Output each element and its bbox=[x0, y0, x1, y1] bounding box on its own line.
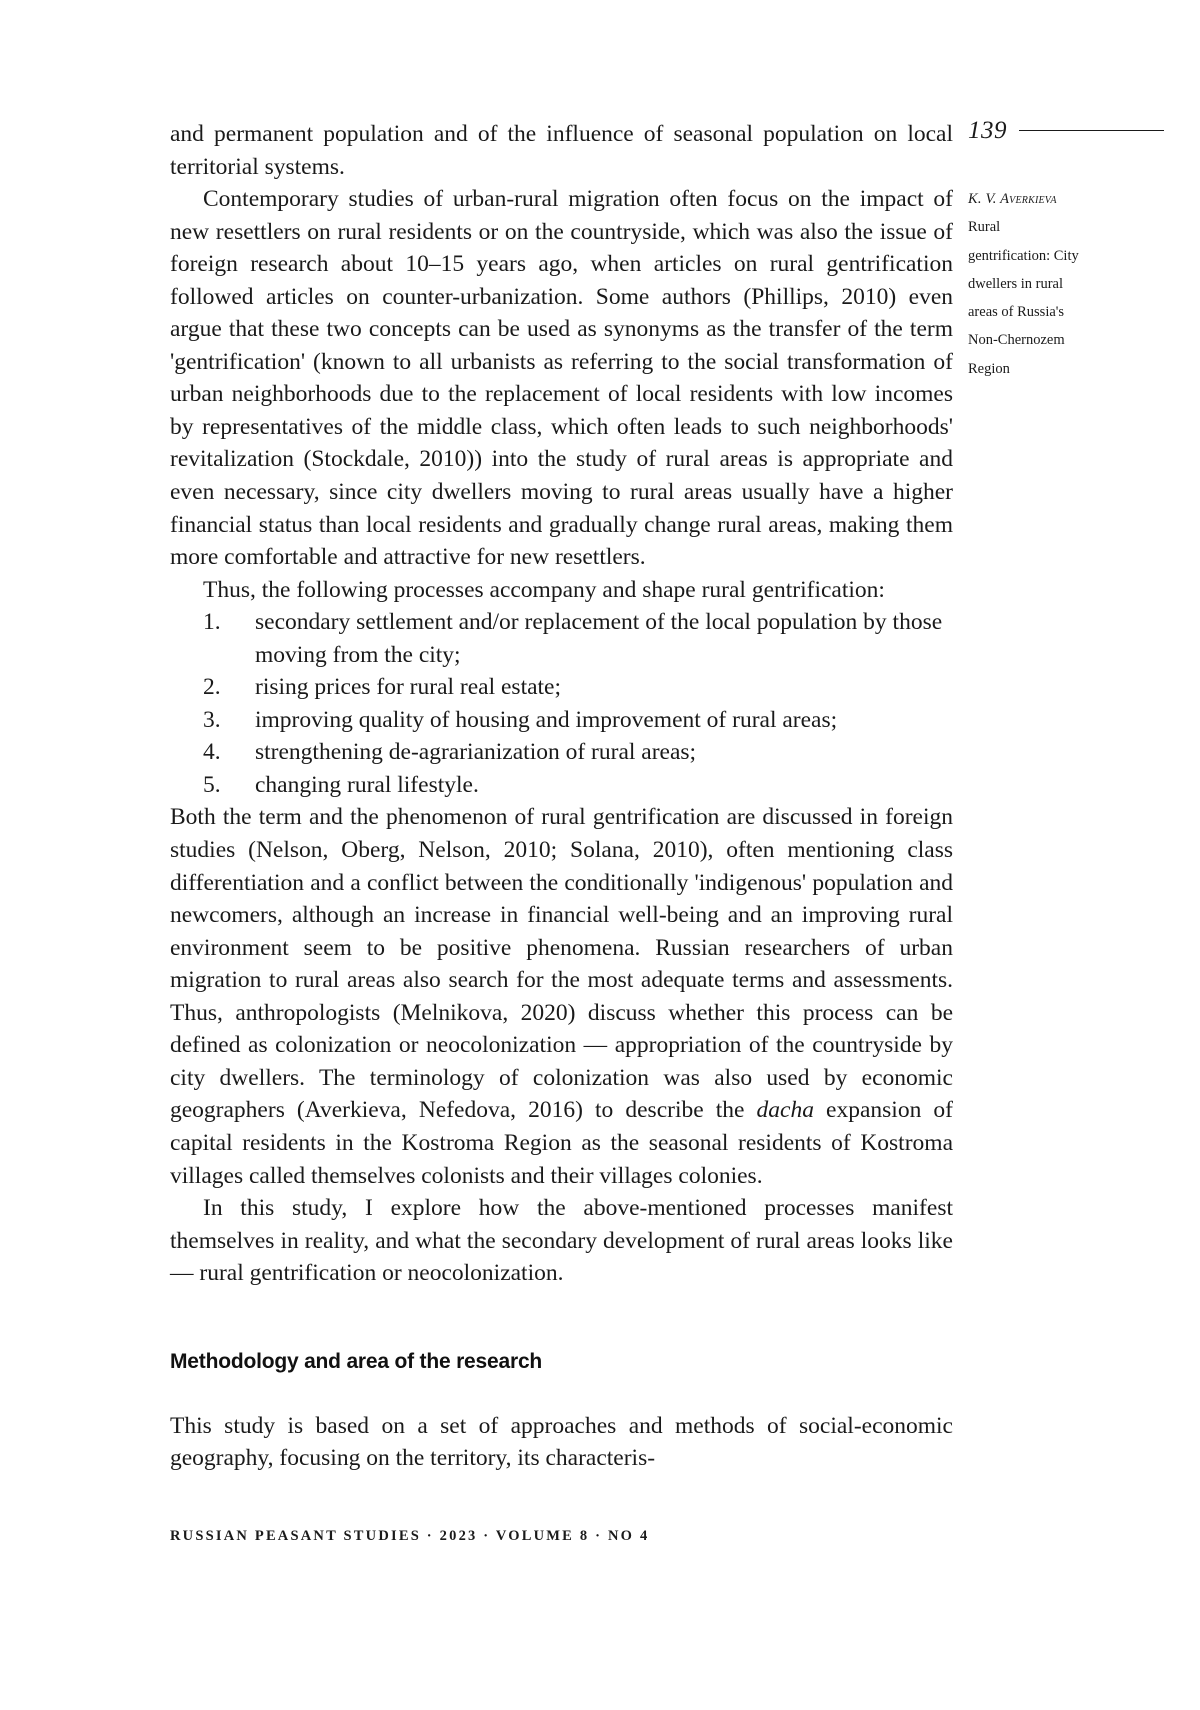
numbered-list bbox=[170, 606, 953, 801]
paragraph-methodology-intro: This study is based on a set of approaches and methods of social-economic geography, focusing on the territory, its characteris- bbox=[170, 1412, 953, 1472]
running-head-title-line: areas of Russia's bbox=[968, 304, 1065, 321]
list-item-number: 1. bbox=[203, 609, 221, 636]
list-item bbox=[170, 769, 953, 802]
list-item-text: changing rural lifestyle. bbox=[255, 771, 479, 798]
running-head-title-line: Non-Chernozem bbox=[968, 332, 1065, 349]
body-text-column bbox=[170, 118, 953, 1475]
list-item-text: improving quality of housing and improvement of rural areas; bbox=[255, 706, 838, 733]
list-item-number: 5. bbox=[203, 771, 221, 798]
running-head-note bbox=[968, 185, 1178, 383]
paragraph-both-term bbox=[170, 801, 953, 1192]
list-item-number: 2. bbox=[203, 674, 221, 701]
italic-term-dacha: dacha bbox=[756, 1097, 814, 1124]
section-heading-methodology: Methodology and area of the research bbox=[170, 1349, 543, 1373]
list-item bbox=[170, 671, 953, 704]
list-item-text: secondary settlement and/or replacement of the local population by those moving from the city; bbox=[255, 609, 943, 668]
running-head-title-line: Region bbox=[968, 360, 1010, 377]
list-item bbox=[170, 736, 953, 769]
list-item-number: 4. bbox=[203, 739, 221, 766]
paragraph-text-before-italic: Both the term and the phenomenon of rural gentrification are discussed in foreign studies (Nelson, Oberg, Nelson, 2010; Solana, 2010), often mentioning class differentiation and a conflict between the conditionally 'indigenous' population and newcomers, although an increase in financial well-being and an improving rural environment seem to be positive phenomena. Russian researchers of urban migration to rural areas also search for the most adequate terms and assessments. Thus, anthropologists (Melnikova, 2020) discuss whether this process can be defined as colonization or neocolonization — appropriation of the countryside by city dwellers. The terminology of colonization was also used by economic geographers (Averkieva, Nefedova, 2016) to describe the bbox=[170, 804, 953, 1124]
paragraph-contemporary-studies: Contemporary studies of urban-rural migration often focus on the impact of new resettlers on rural residents or on the countryside, which was also the issue of foreign research about 10–15 years ago, when articles on rural gentrification followed articles on counter-urbanization. Some authors (Phillips, 2010) even argue that these two concepts can be used as synonyms as the transfer of the term 'gentrification' (known to all urbanists as referring to the social transformation of urban neighborhoods due to the replacement of local residents with low incomes by representatives of the middle class, which often leads to such neighborhoods' revitalization (Stockdale, 2010)) into the study of rural areas is appropriate and even necessary, since city dwellers moving to rural areas usually have a higher financial status than local residents and gradually change rural areas, making them more comfortable and attractive for new resettlers. bbox=[170, 186, 953, 571]
page-number: 139 bbox=[968, 117, 1007, 144]
list-item bbox=[170, 704, 953, 737]
paragraph-thus-processes: Thus, the following processes accompany and shape rural gentrification: bbox=[203, 576, 885, 603]
paragraph-text-after-italic: expansion of capital residents in the Kostroma Region as the seasonal residents of Kostroma villages called themselves colonists and their villages colonies. bbox=[170, 1097, 953, 1189]
list-item-number: 3. bbox=[203, 706, 221, 733]
list-item-text: rising prices for rural real estate; bbox=[255, 674, 562, 701]
list-item bbox=[170, 606, 953, 671]
margin-column bbox=[968, 118, 1178, 383]
spacer-after-heading bbox=[170, 1374, 953, 1410]
list-item-text: strengthening de-agrarianization of rural areas; bbox=[255, 739, 697, 766]
paragraph-in-this-study: In this study, I explore how the above-mentioned processes manifest themselves in reality, and what the secondary development of rural areas looks like — rural gentrification or neocolonization. bbox=[170, 1195, 953, 1287]
running-head-title-line: gentrification: City bbox=[968, 247, 1079, 264]
running-head-author: K. V. Averkieva bbox=[968, 191, 1057, 207]
paragraph-continued: and permanent population and of the influence of seasonal population on local territorial systems. bbox=[170, 121, 953, 180]
footer-running-line: RUSSIAN PEASANT STUDIES · 2023 · VOLUME 8 · NO 4 bbox=[170, 1528, 650, 1544]
running-head-title-line: dwellers in rural bbox=[968, 275, 1064, 292]
spacer-before-heading bbox=[170, 1290, 953, 1350]
running-head-title-line: Rural bbox=[968, 219, 1001, 236]
page-number-rule bbox=[1019, 130, 1164, 131]
